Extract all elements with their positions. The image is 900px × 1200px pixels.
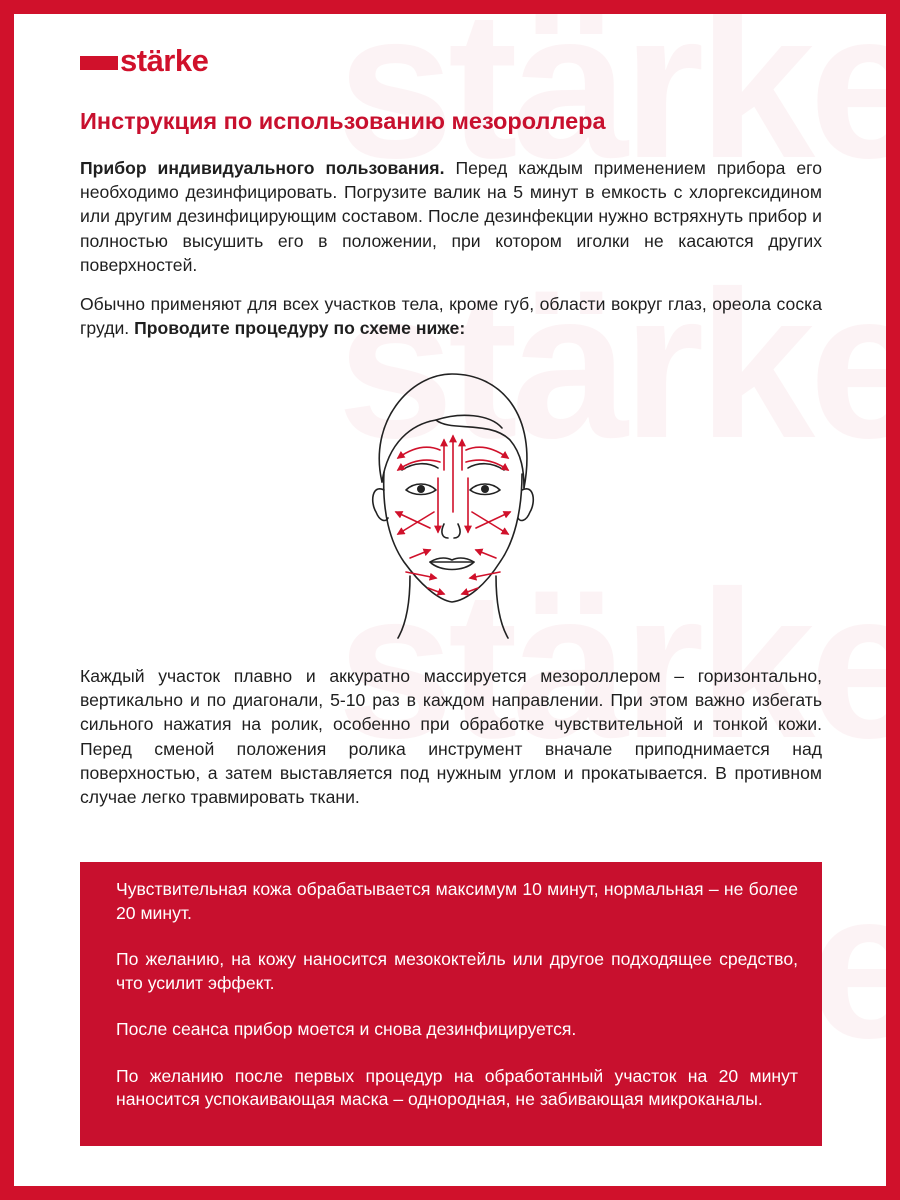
- usage-bold: Проводите процедуру по схеме ниже:: [134, 318, 466, 339]
- logo-bar: [80, 56, 118, 70]
- callout-item: Чувствительная кожа обрабатывается максимум 10 минут, нормальная – не более 20 минут.: [116, 879, 798, 923]
- face-massage-diagram: [340, 362, 560, 642]
- page-title: Инструкция по использованию мезороллера: [80, 108, 606, 134]
- massage-arrows: [396, 436, 510, 594]
- callout-item: По желанию, на кожу наносится мезококтейль или другое подходящее средство, что усилит эффект.: [116, 949, 798, 993]
- logo-text: stärke: [120, 42, 209, 78]
- logo: [80, 42, 208, 78]
- callout-box: [80, 862, 822, 1146]
- usage-paragraph: [80, 292, 822, 340]
- intro-text: Перед каждым применением прибора его необходимо дезинфицировать. Погрузите валик на 5 минут в емкость с хлоргексидином или другим дезинфицирующим составом. После дезинфекции нужно встряхнуть прибор и полностью высушить его в положении, при котором иголки не касаются других поверхностей.: [80, 158, 822, 275]
- usage-text: Обычно применяют для всех участков тела, кроме губ, области вокруг глаз, ореола соска груди.: [80, 294, 822, 339]
- callout-item: После сеанса прибор моется и снова дезинфицируется.: [116, 1019, 577, 1039]
- intro-paragraph: [80, 156, 822, 277]
- callout-item: По желанию после первых процедур на обработанный участок на 20 минут наносится успокаивающая маска – однородная, не забивающая микроканалы.: [116, 1065, 798, 1109]
- intro-bold: Прибор индивидуального пользования.: [80, 158, 445, 178]
- technique-paragraph: Каждый участок плавно и аккуратно массируется мезороллером – горизонтально, вертикально и по диагонали, 5-10 раз в каждом направлении. При этом важно избегать сильного нажатия на ролик, особенно при обработке чувствительной и тонкой кожи. Перед сменой положения ролика инструмент вначале приподнимается над поверхностью, а затем выставляется под нужным углом и прокатывается. В противном случае легко травмировать ткани.: [80, 666, 822, 808]
